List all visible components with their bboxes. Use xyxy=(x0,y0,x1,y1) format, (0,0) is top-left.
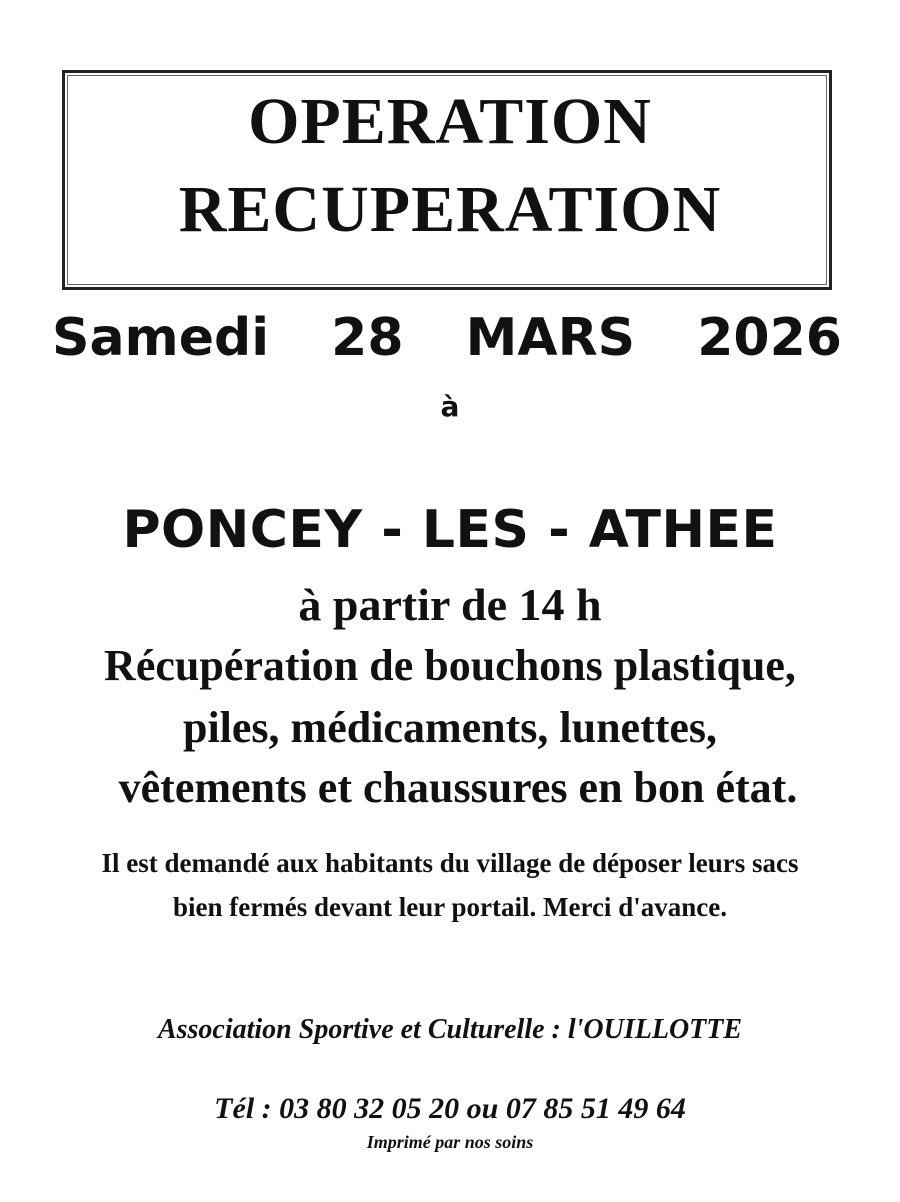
event-date xyxy=(52,308,842,368)
printed-note: Imprimé par nos soins xyxy=(366,1132,534,1152)
date-number: 28 xyxy=(331,308,404,368)
notice-line-2: bien fermés devant leur portail. Merci d'avance. xyxy=(173,892,727,922)
event-place: PONCEY - LES - ATHEE xyxy=(122,500,778,560)
event-time: à partir de 14 h xyxy=(298,579,602,630)
date-month: MARS xyxy=(465,308,636,368)
association-name: Association Sportive et Culturelle : l'OUILLOTTE xyxy=(157,1014,743,1045)
items-line-1: Récupération de bouchons plastique, xyxy=(104,641,796,690)
title-line-1: OPERATION xyxy=(248,85,652,158)
date-year: 2026 xyxy=(697,308,842,368)
preposition: à xyxy=(440,390,460,423)
date-day: Samedi xyxy=(52,308,270,368)
items-line-3: vêtements et chaussures en bon état. xyxy=(118,763,798,812)
title-line-2: RECUPERATION xyxy=(178,173,722,246)
items-line-2: piles, médicaments, lunettes, xyxy=(182,703,718,752)
phone-numbers: Tél : 03 80 32 05 20 ou 07 85 51 49 64 xyxy=(214,1092,686,1125)
notice-line-1: Il est demandé aux habitants du village de déposer leurs sacs xyxy=(101,848,799,878)
